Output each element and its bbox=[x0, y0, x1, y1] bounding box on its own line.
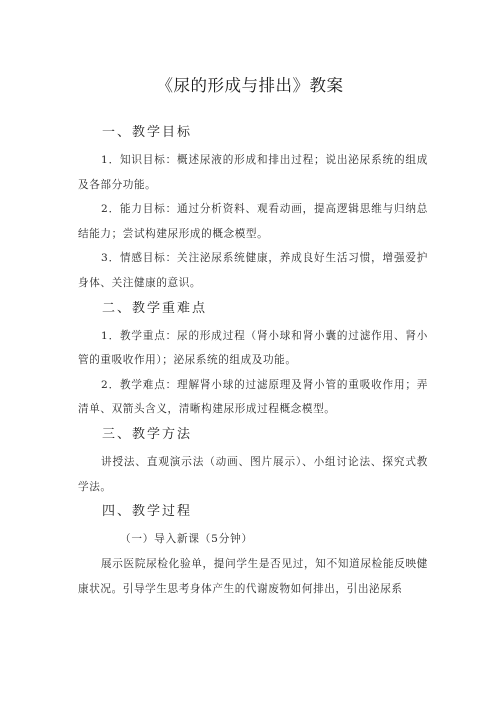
paragraph-knowledge-objective: 1．知识目标：概述尿液的形成和排出过程；说出泌尿系统的组成及各部分功能。 bbox=[78, 154, 428, 191]
paragraph-teaching-methods: 讲授法、直观演示法（动画、图片展示）、小组讨论法、探究式教学法。 bbox=[78, 455, 428, 493]
paragraph-teaching-difficulty: 2．教学难点：理解肾小球的过滤原理及肾小管的重吸收作用；弄清单、双箭头含义，清晰构建尿形成过程概念模型。 bbox=[78, 378, 428, 416]
paragraph-teaching-focus: 1．教学重点：尿的形成过程（肾小球和肾小囊的过滤作用、肾小管的重吸收作用）；泌尿系统的组成及功能。 bbox=[78, 329, 428, 367]
section-heading-key-points: 二、教学重难点 bbox=[102, 300, 208, 316]
document-body bbox=[78, 120, 428, 601]
subsection-heading-introduction: （一）导入新课（5分钟） bbox=[120, 533, 253, 546]
document-title: 《尿的形成与排出》教案 bbox=[156, 76, 344, 95]
section-heading-methods: 三、教学方法 bbox=[102, 426, 193, 442]
paragraph-emotion-objective: 3．情感目标：关注泌尿系统健康，养成良好生活习惯，增强爱护身体、关注健康的意识。 bbox=[78, 252, 428, 289]
section-heading-process: 四、教学过程 bbox=[102, 504, 193, 520]
paragraph-introduction: 展示医院尿检化验单，提问学生是否见过，知不知道尿检能反映健康状况。引导学生思考身体产生的代谢废物如何排出，引出泌尿系 bbox=[78, 558, 428, 595]
paragraph-ability-objective: 2．能力目标：通过分析资料、观看动画，提高逻辑思维与归纳总结能力；尝试构建尿形成的概念模型。 bbox=[78, 203, 428, 240]
section-heading-objectives: 一、教学目标 bbox=[102, 125, 193, 140]
